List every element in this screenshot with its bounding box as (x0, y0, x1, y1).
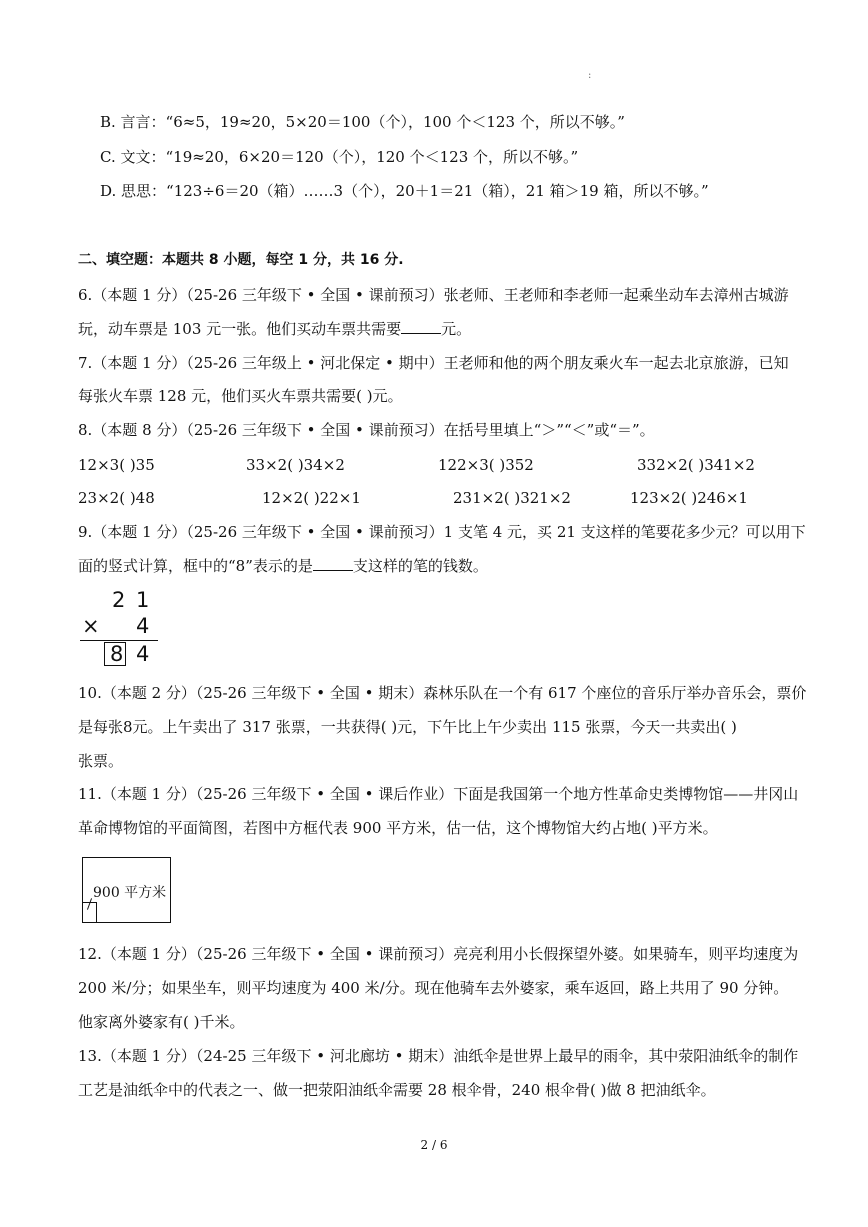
q6-line1: 6.（本题 1 分）（25-26 三年级下 • 全国 • 课前预习）张老师、王老师和李老师一起乘坐动车去漳州古城游 (78, 286, 789, 304)
vert-top-digit: 2 (112, 588, 126, 612)
q6-line2 (78, 319, 471, 339)
section-title: 二、填空题：本题共 8 小题，每空 1 分，共 16 分. (78, 252, 404, 268)
q9-blank[interactable] (313, 556, 353, 571)
q8-item: 33×2( )34×2 (246, 456, 345, 474)
q7-line1: 7.（本题 1 分）（25-26 三年级上 • 河北保定 • 期中）王老师和他的两个朋友乘火车一起去北京旅游，已知 (78, 354, 789, 372)
q13-line2: 工艺是油纸伞中的代表之一、做一把荥阳油纸伞需要 28 根伞骨，240 根伞骨( )做 8 把油纸伞。 (78, 1081, 716, 1099)
q12-line3: 他家离外婆家有( )千米。 (78, 1013, 245, 1031)
option-d: D. 思思：“123÷6＝20（箱）……3（个），20＋1＝21（箱），21 箱＞19 箱，所以不够。” (100, 182, 709, 200)
q10-line2: 是每张8元。上午卖出了 317 张票，一共获得( )元，下午比上午少卖出 115 张票，今天一共卖出( ) (78, 718, 737, 736)
q8-line1: 8.（本题 8 分）（25-26 三年级下 • 全国 • 课前预习）在括号里填上“＞”“＜”或“＝”。 (78, 421, 655, 439)
museum-plan-diagram (82, 857, 171, 923)
unit-square-label: 900 平方米 (93, 885, 167, 901)
q6-blank[interactable] (401, 319, 441, 334)
q12-line1: 12.（本题 1 分）（25-26 三年级下 • 全国 • 课前预习）亮亮利用小长假探望外婆。如果骑车，则平均速度为 (78, 945, 799, 963)
q9-line2 (78, 556, 488, 576)
unit-square (83, 902, 97, 922)
q9-text: 面的竖式计算，框中的“8”表示的是 (78, 557, 313, 575)
q8-item: 123×2( )246×1 (630, 489, 748, 507)
vert-result-digit: 4 (136, 642, 150, 666)
q8-item: 332×2( )341×2 (637, 456, 755, 474)
q8-item: 231×2( )321×2 (453, 489, 571, 507)
option-c: C. 文文：“19≈20，6×20＝120（个），120 个＜123 个，所以不够。” (100, 148, 579, 166)
option-b: B. 言言：“6≈5，19≈20，5×20＝100（个），100 个＜123 个，所以不够。” (100, 113, 625, 131)
vert-top-digit: 1 (136, 588, 150, 612)
q12-line2: 200 米/分；如果坐车，则平均速度为 400 米/分。现在他骑车去外婆家，乘车返回，路上共用了 90 分钟。 (78, 979, 789, 997)
header-mark: : (588, 70, 592, 81)
q9-line1: 9.（本题 1 分）（25-26 三年级下 • 全国 • 课前预习）1 支笔 4 元，买 21 支这样的笔要花多少元？可以用下 (78, 523, 806, 541)
vert-rule (80, 640, 158, 641)
q10-line3: 张票。 (78, 752, 124, 770)
vert-operator: × (82, 614, 100, 638)
q8-item: 12×2( )22×1 (262, 489, 361, 507)
vert-multiplier: 4 (136, 614, 150, 638)
q9-tail: 支这样的笔的钱数。 (352, 557, 488, 575)
q6-text: 玩，动车票是 103 元一张。他们买动车票共需要 (78, 320, 402, 338)
q8-item: 23×2( )48 (78, 489, 155, 507)
q11-line2: 革命博物馆的平面简图，若图中方框代表 900 平方米，估一估，这个博物馆大约占地( )平方米。 (78, 819, 718, 837)
q10-line1: 10.（本题 2 分）（25-26 三年级下 • 全国 • 期末）森林乐队在一个有 617 个座位的音乐厅举办音乐会，票价 (78, 684, 807, 702)
q8-item: 122×3( )352 (438, 456, 534, 474)
vert-result-digit: 8 (110, 642, 124, 666)
q8-item: 12×3( )35 (78, 456, 155, 474)
vertical-multiplication (80, 588, 160, 668)
page-number: 2 / 6 (420, 1138, 448, 1152)
q7-line2: 每张火车票 128 元，他们买火车票共需要( )元。 (78, 387, 403, 405)
q11-line1: 11.（本题 1 分）（25-26 三年级下 • 全国 • 课后作业）下面是我国第一个地方性革命史类博物馆——井冈山 (78, 785, 799, 803)
q13-line1: 13.（本题 1 分）（24-25 三年级下 • 河北廊坊 • 期末）油纸伞是世界上最早的雨伞，其中荥阳油纸伞的制作 (78, 1047, 799, 1065)
q6-unit: 元。 (441, 320, 472, 338)
